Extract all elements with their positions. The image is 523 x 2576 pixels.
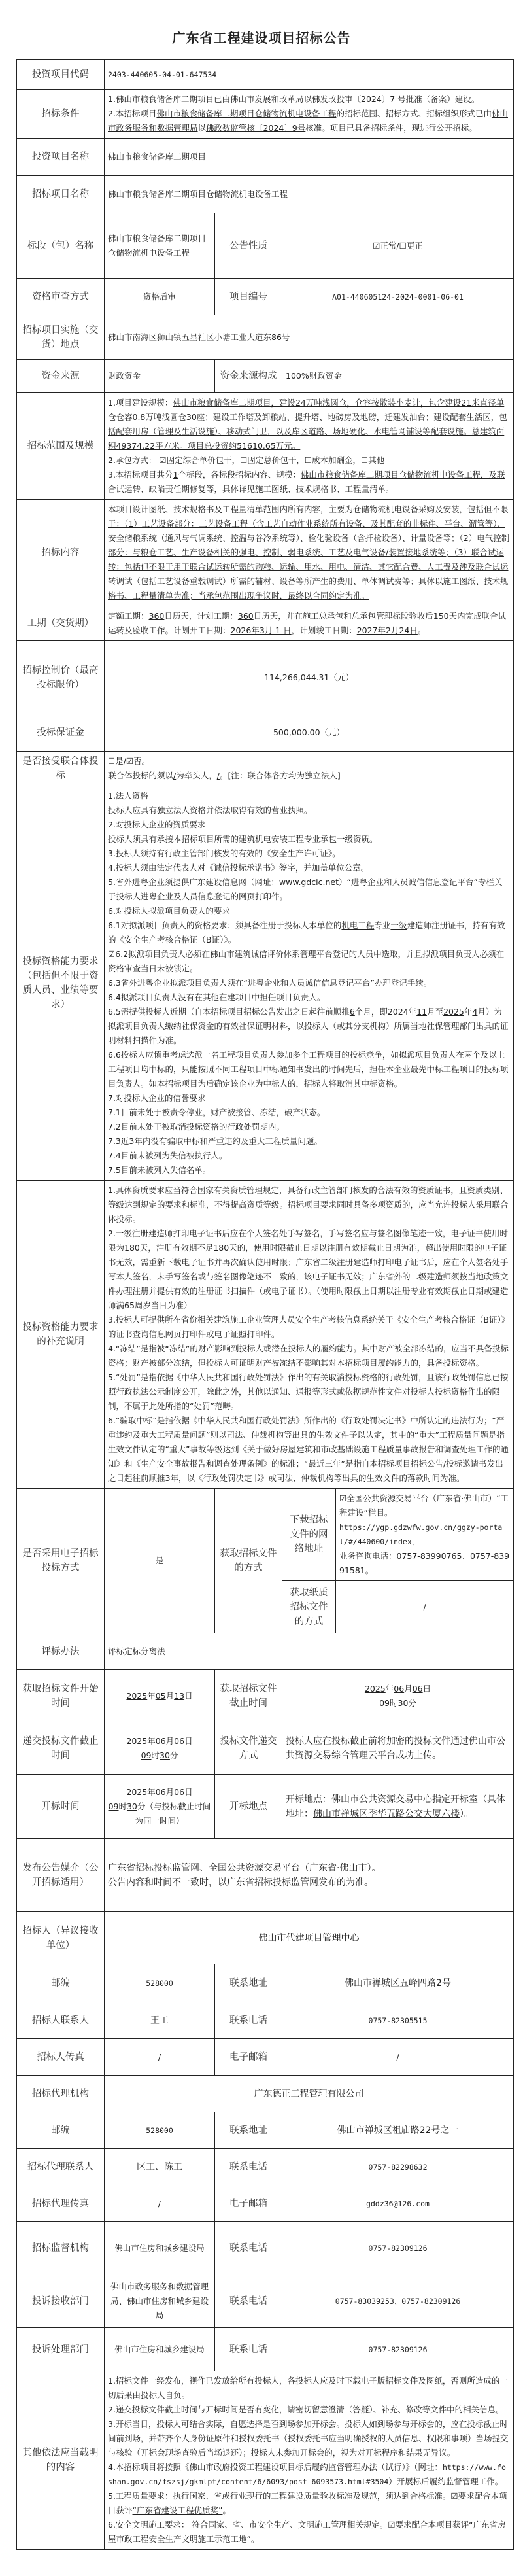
quality-award: “广东省建设工程优质奖”: [132, 2505, 223, 2515]
row-tenderee-post: [17, 1964, 514, 2002]
row-qualification: [17, 279, 514, 315]
text: 年: [464, 1007, 473, 1017]
hour: 09: [108, 1801, 119, 1811]
row-investment-name: [17, 139, 514, 176]
from-month: 11: [416, 1007, 428, 1017]
label-conditions: 招标条件: [17, 90, 105, 139]
row-agency-contact: [17, 2149, 514, 2185]
plan-days: 360: [237, 611, 254, 621]
text: 月）为拟派项目负责人缴纳社保资金的有效社保证明材料，以投标人（或其分支机构）所属当地社保管理部门出具的证明材料扫描件为准。: [108, 1007, 509, 1045]
label-submit-method: 投标文件递交方式: [215, 1722, 282, 1775]
text: 的招标范围、招标方式、招标组织形式已由: [336, 109, 492, 118]
label-obtain-end: 获取招标文件截止时间: [215, 1670, 282, 1722]
label-agency: 招标代理机构: [17, 2076, 105, 2112]
text: 为牵头人，: [176, 771, 217, 780]
minute: 30: [160, 1750, 170, 1760]
row-tender-name: [17, 176, 514, 213]
row-deposit: [17, 714, 514, 752]
row-investment-code: [17, 60, 514, 90]
text: 以: [303, 94, 312, 104]
value-agency-addr: 佛山市禅城区祖庙路22号之一: [282, 2112, 514, 2149]
value-agency-post: 528000: [105, 2112, 215, 2149]
text: ☑6.2拟派项目负责人必须在: [108, 949, 211, 959]
text: 6.1对拟派项目负责人的资格要求：须具备注册于投标人本单位的: [108, 920, 342, 930]
value-tender-name: 佛山市粮食储备库二期项目仓储物流机电设备工程: [105, 176, 514, 213]
value-supervisor: 佛山市住房和城乡建设局: [105, 2222, 215, 2274]
label-location: 招标项目实施（交货）地点: [17, 315, 105, 360]
text: ）开展标后履约监督管理工作。: [388, 2477, 503, 2486]
value-supervisor-phone: 0757-82309126: [282, 2222, 514, 2274]
row-complaint-receive: [17, 2274, 514, 2328]
supp-line: 5.“处罚”是指依据《中华人民共和国行政处罚法》作出的有关取消投标资格的行政处罚，且该行政处罚信息已按照行政执法公示制度公开，除此之外，其他以通知、通报等形式或依据规范性文件对投标人投标资格作出的限制，不属于此处所指的“处罚”范畴。: [108, 1372, 509, 1411]
row-agency: [17, 2076, 514, 2112]
row-tenderee-fax: [17, 2039, 514, 2076]
year: 2025: [126, 1786, 148, 1797]
approval-org: 佛山市发展和改革局: [229, 94, 304, 104]
section-content: 佛山市粮食储备库二期项目仓储物流机电设备工程，及联合试运转、缺陷责任期修复等，具体详见施工图纸、技术规格书、工程量清单。: [108, 470, 505, 494]
text: 6.5需提供投标人近期（自本招标项目招标公告发出之日起往前顺推: [108, 1007, 350, 1017]
value-paper: /: [336, 1581, 514, 1633]
row-scope: [17, 393, 514, 500]
time-note: （与投标截止时间为同一时间）: [135, 1801, 211, 1826]
label-agency-contact: 招标代理联系人: [17, 2149, 105, 2185]
download-phone: 业务咨询电话：0757-83990765、0757-83991581。: [339, 1551, 510, 1575]
text: 资质。: [353, 834, 378, 844]
text: 定额工期：: [108, 611, 149, 621]
year: 2025: [126, 1735, 148, 1746]
row-complaint-process: [17, 2328, 514, 2371]
value-nature: ☑正常/☐更正: [282, 213, 514, 279]
project-name: 佛山市粮食储备库二期项目: [115, 94, 214, 104]
to-month: 4: [472, 1007, 478, 1017]
text: 。: [222, 2505, 231, 2515]
opening-address: 佛山市禅城区季华五路公交大厦六楼: [313, 1808, 460, 1819]
value-opening-time: 2025年06月06日 09时30分（与投标截止时间为同一时间）: [105, 1775, 215, 1839]
label-investment-code: 投资项目代码: [17, 60, 105, 90]
value-control-price: 114,266,044.31（元）: [105, 641, 514, 714]
row-location: [17, 315, 514, 360]
label-section: 标段（包）名称: [17, 213, 105, 279]
value-agency-fax: /: [105, 2185, 215, 2222]
manager-major: 机电工程: [341, 920, 375, 930]
value-tenderee-email: /: [282, 2039, 514, 2076]
approval-doc: 佛发改投审〔2024〕7 号: [312, 94, 406, 104]
minute: 30: [126, 1801, 137, 1811]
req-line: 7.5目前未被列入失信名单。: [108, 1165, 211, 1175]
label-tenderee-phone: 联系电话: [215, 2002, 282, 2039]
row-supervisor: [17, 2222, 514, 2274]
row-funding: [17, 360, 514, 393]
label-period: 工期（交货期）: [17, 606, 105, 641]
text: 建造师注册证书，持有有效的《安全生产考核合格证（B证）》。: [108, 920, 505, 945]
value-location: 佛山市南海区狮山镇五星社区小塘工业大道东86号: [105, 315, 514, 360]
verify-org: 佛山市政务服务和数据管理局: [108, 109, 508, 133]
label-nature: 公告性质: [215, 213, 282, 279]
req-line: 7.3近3年内没有骗取中标和严重违约及重大工程质量问题。: [108, 1136, 322, 1146]
row-section: [17, 213, 514, 279]
other-line: 1.招标文件一经发布，视作已发放给所有投标人，各投标人应及时下载电子版招标文件及图纸，否则所造成的一切后果由投标人自负。: [108, 2376, 508, 2400]
req-line: 4.投标人须由法定代表人对《诚信投标承诺书》签字，并加盖单位公章。: [108, 863, 369, 873]
supp-line: 3.投标人可提供所在省份相关建筑施工企业管理人员安全生产考核信息系统关于《安全生产考核合格证（B证）》的证书查询信息网页打印件或电子证照打印件。: [108, 1315, 510, 1339]
req-line: 7.1目前未处于被责令停业，财产被接管、冻结，破产状态。: [108, 1107, 326, 1117]
label-funding-composition: 资金来源构成: [215, 360, 282, 393]
value-tenderee: 佛山市代建项目管理中心: [105, 1912, 514, 1964]
contract-type: 2.承包方式： ☑固定综合单价包干，☐固定总价包干，☐成本加酬金，☐其他: [108, 455, 385, 465]
label-tenderee-addr: 联系地址: [215, 1964, 282, 2002]
label-tenderee-email: 电子邮箱: [215, 2039, 282, 2076]
label-funding: 资金来源: [17, 360, 105, 393]
row-supplement: [17, 1181, 514, 1489]
label-paper: 获取纸质招标文件的方式: [282, 1581, 336, 1633]
label-submit-deadline: 递交投标文件截止时间: [17, 1722, 105, 1775]
req-line: 7.4目前未被列为失信被执行人。: [108, 1151, 228, 1160]
text: 月至: [427, 1007, 444, 1017]
text: 日历天，计划工期：: [164, 611, 238, 621]
text: 3.本招标项目共分: [108, 470, 173, 479]
req-line: 7.2目前未处于被取消投标资格的行政处罚期内。: [108, 1122, 284, 1132]
req-line: 6.对投标人拟派项目负责人的要求: [108, 906, 230, 916]
row-consortium: [17, 752, 514, 786]
text: 日历天，并在施工总承包和总承包管理标段验收后150天内完成联合试运转及验收工作。计划开工日期：: [108, 611, 507, 635]
minute: 30: [397, 1697, 409, 1708]
label-obtain-method: 获取招标文件的方式: [215, 1489, 282, 1633]
value-other: [105, 2371, 514, 2550]
text: 4.本招标项目将按照《佛山市政府投资工程建设项目标后履约监督管理办法（试行）》（网址：: [108, 2462, 443, 2472]
month: 06: [155, 1786, 166, 1797]
req-line: 6.6投标人应慎重考虑选派一名工程项目负责人参加多个工程项目的投标竞争，如拟派项目负责人在两个及以上工程项目均中标的，只能按照不同工程项目中标通知书发出的时间先后，担任本企业最先中标工程项目的投标项目负责人。如本招标项目为后确定该企业为中标人的，招标人将取消其中标资格。: [108, 1050, 509, 1088]
tender-project-name: 佛山市粮食储备库二期项目仓储物流机电设备工程: [156, 109, 337, 118]
text: 批准（备案）建设。: [405, 94, 480, 104]
req-line: 6.4拟派项目负责人没有在其他在建项目中担任项目负责人。: [108, 992, 326, 1002]
text: ，计划竣工日期：: [291, 625, 357, 635]
row-content: [17, 500, 514, 606]
value-submit-method: 投标人应在投标截止前将加密的投标文件通过佛山市公共资源交易综合管理云平台成功上传。: [282, 1722, 514, 1775]
value-obtain-start: 2025年05月13日: [105, 1670, 215, 1722]
section-count: 1: [173, 470, 178, 479]
value-project-code: A01-440605124-2024-0001-06-01: [282, 279, 514, 315]
month: 06: [155, 1735, 166, 1746]
months: 6: [349, 1007, 355, 1017]
label-complaint-process-phone: 联系电话: [215, 2328, 282, 2371]
row-agency-fax: [17, 2185, 514, 2222]
text: 。[注：联合体各方均为独立法人]: [219, 771, 341, 780]
row-tenderee: [17, 1912, 514, 1964]
text: 1.项目建设规模：: [108, 398, 173, 408]
scope-scale: 佛山市粮食储备库二期项目，建设24万吨浅圆仓，仓容按散装小麦计，包含建设21米直径单仓仓容0.8万吨浅圆仓30座；建设工作塔及卸粮站、提升塔、地磅房及地磅，迁建发油台；建设配套生活区，包括配套用房（管理及生活设施）、移动式门卫，以及库区道路、场地硬化、水电管网铺设等配套设施。总建筑面积49374.22平方米。项目总投资约51610.65万元。: [108, 398, 507, 451]
text: 开标室（具体地址：: [286, 1794, 505, 1819]
label-control-price: 招标控制价（最高投标限价）: [17, 641, 105, 714]
other-line: 6.安全文明施工要求： 符合国家、省、市安全生产、文明施工管理相关规定。☑要求配合本项目获评“广东省房屋市政工程安全生产文明施工示范工地”。: [108, 2520, 506, 2544]
req-line: 5.省外进粤企业须提供广东建设信息网（网址：www.gdcic.net）“进粤企业和人员诚信信息登记平台”专栏关于投标人进粤企业及人员信息登记的网页打印件。: [108, 877, 503, 901]
to-year: 2025: [443, 1007, 464, 1017]
opening-center: 佛山市公共资源交易中心: [331, 1794, 432, 1805]
label-evaluation: 评标办法: [17, 1633, 105, 1670]
value-funding: 财政资金: [105, 360, 215, 393]
label-investment-name: 投资项目名称: [17, 139, 105, 176]
label-opening-place: 开标地点: [215, 1775, 282, 1839]
req-line: 7.对投标人企业的信誉要求: [108, 1093, 206, 1103]
start-date: 2026年3月 1 日: [230, 625, 292, 635]
supp-line: 2.一级注册建造师打印电子证书后应在个人签名处手写签名，手写签名应与签名图像笔迹一致，电子证书使用时限为180天，注册有效期不足180天的，使用时限截止日期以注册有效期截止日期为准，超出使用时限的电子证书无效，需重新下载电子证书并再次确认使用时限；广东省二级注册建造师打印电子证书后，应在个人签名处手写本人签名，未手写签名或与签名图像笔迹不一致的，该电子证书无效；广东省外的二级建造师须按当地政策文件办理注册并提供有效的注册证书扫描件（或电子证书）。（使用时限截止日期以注册专业有效期截止日期或建造师满65周岁当日为准）: [108, 1228, 509, 1310]
label-obtain-start: 获取招标文件开始时间: [17, 1670, 105, 1722]
value-supplement: [105, 1181, 514, 1489]
value-qualification: 资格后审: [105, 279, 215, 315]
text: 核准。项目已具备招标条件，现进行公开招标。: [305, 123, 477, 133]
day: 06: [174, 1786, 185, 1797]
quota-days: 360: [148, 611, 165, 621]
value-obtain-end: 2025年06月06日 09时30分: [282, 1670, 514, 1722]
value-tenderee-fax: /: [105, 2039, 215, 2076]
text: 以: [197, 123, 207, 133]
value-section: 佛山市粮食储备库二期项目仓储物流机电设备工程: [105, 213, 215, 279]
req-line: 1.法人资格: [108, 791, 148, 801]
end-date: 2027年2月24日: [356, 625, 418, 635]
label-agency-addr: 联系地址: [215, 2112, 282, 2149]
row-electronic: [17, 1489, 514, 1581]
label-tenderee-fax: 招标人传真: [17, 2039, 105, 2076]
value-complaint-process: 佛山市住房和城乡建设局: [105, 2328, 215, 2371]
manager-level: 一级: [390, 920, 407, 930]
value-submit-deadline: 2025年06月06日 09时30分: [105, 1722, 215, 1775]
other-line: 2.递交投标文件截止时间与开标时间是否有变化，请密切留意澄清（答疑）、补充、修改等文件中的相关信息。: [108, 2405, 504, 2414]
text: 联合体投标的须以: [108, 771, 174, 780]
hour: 09: [141, 1750, 152, 1760]
media-line: 公告内容和时间不一致时，以广东省招标投标监管网发布的为准。: [108, 1877, 373, 1888]
label-media: 发布公告媒介（公开招标适用）: [17, 1839, 105, 1912]
label-supplement: 投标资格能力要求的补充说明: [17, 1181, 105, 1489]
tender-announcement-table: [16, 59, 514, 2550]
supp-line: 4.“冻结”是指被“冻结”的财产影响到投标人或潜在投标人的履约能力。其中财产被全部冻结的，应当不具备投标资格；财产被部分冻结，但投标人可证明财产被冻结不影响其对本招标项目履约能力的，具备投标资格。: [108, 1344, 509, 1368]
value-electronic: 是: [105, 1489, 215, 1633]
label-agency-phone: 联系电话: [215, 2149, 282, 2185]
value-complaint-process-phone: 0757-82309126: [282, 2328, 514, 2371]
page-title: 广东省工程建设项目招标公告: [172, 30, 351, 46]
label-complaint-receive: 投诉接收部门: [17, 2274, 105, 2328]
text: 开标地点：: [286, 1794, 331, 1805]
bottom-spacer: [0, 2550, 523, 2576]
label-opening-time: 开标时间: [17, 1775, 105, 1839]
row-conditions: [17, 90, 514, 139]
req-line: 6.3省外进粤企业拟派项目负责人须在“进粤企业和人员诚信信息登记平台”办理登记手续。: [108, 978, 432, 988]
month: 06: [394, 1683, 405, 1694]
text: 投标人须具有承接本招标项目所需的: [108, 834, 239, 844]
value-agency: 广东德正工程管理有限公司: [105, 2076, 514, 2112]
value-deposit: 500,000.00（元）: [105, 714, 514, 752]
month: 05: [155, 1690, 166, 1701]
value-complaint-receive-phone: 0757-83039253、0757-82309126: [282, 2274, 514, 2328]
text: 1.: [108, 94, 116, 104]
value-tenderee-addr: 佛山市禅城区五峰四路2号: [282, 1964, 514, 2002]
consortium-other: /: [216, 771, 220, 780]
label-project-code: 项目编号: [215, 279, 282, 315]
label-agency-post: 邮编: [17, 2112, 105, 2149]
supp-line: 6.“骗取中标”是指依据《中华人民共和国行政处罚法》所作出的《行政处罚决定书》中所认定的违法行为；“严重违约及重大工程质量问题”则以司法、仲裁机构等出具的生效文件予以认定，其中的“重大”工程质量问题是指生效文件认定的“重大”事故等级达到《关于做好房屋建筑和市政基础设施工程质量事故报告和调查处理工作的通知》和《生产安全事故报告和调查处理条例》的标准；“最近三年”是指自本招标项目招标公告/投标邀请书发出之日起往前顺推3年，以《行政处罚决定书》或司法、仲裁机构等出具的生效文件的落款时间为准。: [108, 1416, 509, 1483]
text: 已由: [213, 94, 230, 104]
text: 5.工程质量要求：执行国家、省或行业现行的工程建设质量验收标准及规范，须达到合格标准。☑要求配合本项目获评: [108, 2491, 507, 2515]
year: 2025: [364, 1683, 386, 1694]
row-submit: [17, 1722, 514, 1775]
label-agency-email: 电子邮箱: [215, 2185, 282, 2222]
value-media: [105, 1839, 514, 1912]
label-requirements: 投标资格能力要求（包括但不限于资质人员、业绩等要求）: [17, 786, 105, 1181]
value-agency-contact: 区工、陈工: [105, 2149, 215, 2185]
row-agency-post: [17, 2112, 514, 2149]
value-download: [336, 1489, 514, 1581]
value-tenderee-phone: 0757-82305515: [282, 2002, 514, 2039]
text: 个标段，各标段招标内容、规模：: [178, 470, 301, 479]
year: 2025: [126, 1690, 148, 1701]
row-obtain-time: [17, 1670, 514, 1722]
text: 2.本招标项目: [108, 109, 157, 118]
download-url-link[interactable]: https://ygp.gdzwfw.gov.cn/ggzy-portal/#/440600/index，: [339, 1523, 503, 1546]
download-platform: ☑全国公共资源交易平台（广东省·佛山市）“工程建设”栏目。: [339, 1493, 509, 1518]
req-line: 2.对投标人企业的资质要求: [108, 820, 206, 829]
value-investment-code: 2403-440605-04-01-647534: [105, 60, 514, 90]
verify-doc: 佛政数监管核〔2024〕9号: [206, 123, 306, 133]
row-requirements: [17, 786, 514, 1181]
label-supervisor-phone: 联系电话: [215, 2222, 282, 2274]
label-complaint-receive-phone: 联系电话: [215, 2274, 282, 2328]
label-qualification: 资格审查方式: [17, 279, 105, 315]
label-deposit: 投标保证金: [17, 714, 105, 752]
value-complaint-receive: 佛山市政务服务和数据管理局、佛山市住房和城乡建设局: [105, 2274, 215, 2328]
day: 06: [174, 1735, 185, 1746]
label-supervisor: 招标监督机构: [17, 2222, 105, 2274]
label-tender-name: 招标项目名称: [17, 176, 105, 213]
hour: 09: [379, 1697, 390, 1708]
qualification-level: 建筑机电安装工程专业承包一级: [239, 834, 354, 844]
req-line: 投标人应具有独立法人资格并依法取得有效的营业执照。: [108, 805, 312, 815]
row-media: [17, 1839, 514, 1912]
label-agency-fax: 招标代理传真: [17, 2185, 105, 2222]
label-electronic: 是否采用电子招标投标方式: [17, 1489, 105, 1633]
credit-platform: 佛山市建筑诚信评价体系管理平台: [210, 949, 333, 959]
label-scope: 招标范围及规模: [17, 393, 105, 500]
text: ）。: [460, 1808, 473, 1819]
label-consortium: 是否接受联合体投标: [17, 752, 105, 786]
text: 登记的人员中选取，并且拟派项目负责人必须在资格审查当日未被锁定。: [108, 949, 505, 973]
other-line: 3.开标当日，投标人可结合实际，自愿选择是否到场参加开标会。投标人如到场参与开标会的，应在投标截止时间前到场，并带齐个人身份证原件和授权委托书（授权委托书应当明确授权的人员信息、权限和事项）当场提交与核验（开标会现场查验后当场退还）；投标人未参加开标会的，视为对开标程序和结果无异议。: [108, 2419, 509, 2458]
value-content: 本项目设计图纸、技术规格书及工程量清单范围内所有内容，主要为仓储物流机电设备采购及安装，包括但不限于：（1）工艺设备部分：工艺设备工程（含工艺自动作业系统所有设备、及其配套的非标件、平台、溜管等）、安全储粮系统（通风与气调系统、控温与谷冷系统等）、检化验设备（含扦检设备）、计量设备等；（2）电气控制部分：与粮仓工艺、生产设备相关的强电、控制、弱电系统、工艺及电气设备/装置接地系统等；（3）联合试运转：包括但不限于用于联合试运转所需的购粮、运输、用水、用电、清洁、其它配合费、人工费及涉及联合试运转调试（包括工艺设备重载调试）所需的辅材、设备等所产生的费用、单体调试费等；具体以施工图纸、技术规格书、工程量清单为准；当承包范围出现争议时，最终以合同约定为准。: [105, 500, 514, 606]
text: 个月，即2024年: [354, 1007, 417, 1017]
row-period: [17, 606, 514, 641]
value-opening-place: [282, 1775, 514, 1839]
day: 06: [412, 1683, 423, 1694]
row-evaluation: [17, 1633, 514, 1670]
req-line: 3.投标人须持有行政主管部门核发的有效的《安全生产许可证》。: [108, 848, 341, 858]
value-investment-name: 佛山市粮食储备库二期项目: [105, 139, 514, 176]
label-other: 其他依法应当载明的内容: [17, 2371, 105, 2550]
label-tenderee-post: 邮编: [17, 1964, 105, 2002]
value-requirements: [105, 786, 514, 1181]
consortium-lead: /: [173, 771, 177, 780]
value-agency-email[interactable]: gddz36@126.com: [282, 2185, 514, 2222]
label-download-url: 下载招标文件的网络地址: [282, 1489, 336, 1581]
row-opening: [17, 1775, 514, 1839]
supp-line: 1.具体资质要求应当符合国家有关资质管理规定，具备行政主管部门核发的合法有效的资质证书，且资质类别、等级达到规定的要求和标准，不得提高资质等级。招标项目要求同时具备多项资质的，应当允许投标人采用联合体投标。: [108, 1185, 509, 1224]
value-tenderee-contact: 王工: [105, 2002, 215, 2039]
consortium-choice: ☐是/☑否。: [108, 756, 150, 766]
value-consortium: [105, 752, 514, 786]
value-conditions: [105, 90, 514, 139]
row-other: [17, 2371, 514, 2550]
text: 。: [417, 625, 426, 635]
row-control-price: [17, 641, 514, 714]
media-line: 广东省招标投标监管网、全国公共资源交易平台（广东省·佛山市）。: [108, 1862, 381, 1873]
label-complaint-process: 投诉处理部门: [17, 2328, 105, 2371]
label-tenderee-contact: 招标人联系人: [17, 2002, 105, 2039]
opening-room: 指定: [432, 1794, 450, 1805]
value-scope: [105, 393, 514, 500]
label-tenderee: 招标人（异议接收单位）: [17, 1912, 105, 1964]
row-tenderee-contact: [17, 2002, 514, 2039]
label-content: 招标内容: [17, 500, 105, 606]
regulation-url-link[interactable]: https://www.foshan.gov.cn/fszsj/gkmlpt/content/6/6093/post_6093573.html#3504: [108, 2463, 506, 2486]
day: 13: [174, 1690, 185, 1701]
text: 专业: [374, 920, 391, 930]
value-funding-composition: 100%财政资金: [282, 360, 514, 393]
value-agency-phone: 0757-82298632: [282, 2149, 514, 2185]
value-tenderee-post: 528000: [105, 1964, 215, 2002]
value-evaluation: 评标定标分离法: [105, 1633, 514, 1670]
value-period: [105, 606, 514, 641]
